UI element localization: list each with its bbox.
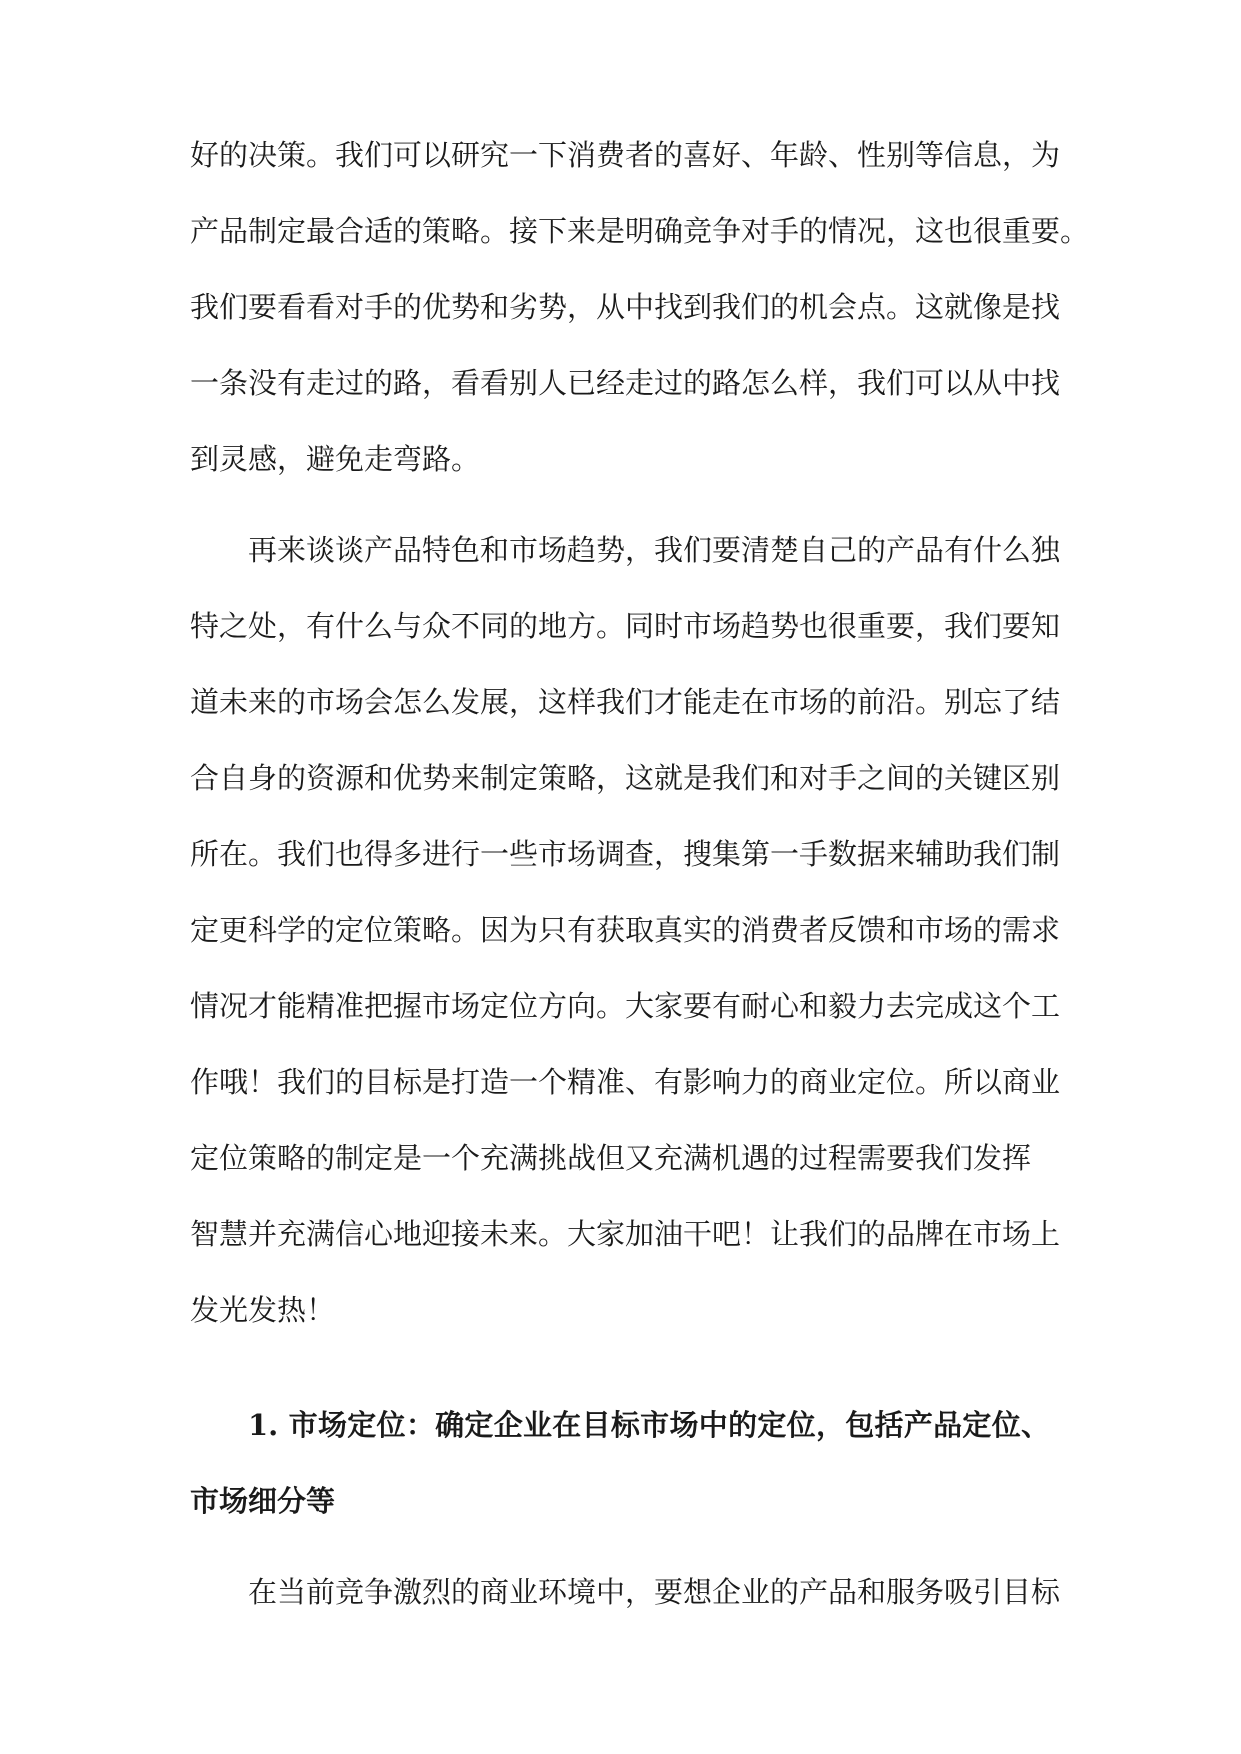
paragraph-2-line-1: 再来谈谈产品特色和市场趋势，我们要清楚自己的产品有什么独 xyxy=(248,533,1061,567)
section-heading-line-2: 市场细分等 xyxy=(190,1484,336,1518)
paragraph-2-line-10: 智慧并充满信心地迎接未来。大家加油干吧！让我们的品牌在市场上 xyxy=(190,1217,1061,1251)
paragraph-1-line-2: 产品制定最合适的策略。接下来是明确竞争对手的情况，这也很重要。 xyxy=(190,214,1090,248)
paragraph-1-line-1: 好的决策。我们可以研究一下消费者的喜好、年龄、性别等信息，为 xyxy=(190,138,1061,172)
paragraph-2-line-6: 定更科学的定位策略。因为只有获取真实的消费者反馈和市场的需求 xyxy=(190,913,1061,947)
paragraph-1-line-5: 到灵感，避免走弯路。 xyxy=(190,442,481,476)
paragraph-1-line-4: 一条没有走过的路，看看别人已经走过的路怎么样，我们可以从中找 xyxy=(190,366,1061,400)
paragraph-1-line-3: 我们要看看对手的优势和劣势，从中找到我们的机会点。这就像是找 xyxy=(190,290,1061,324)
paragraph-2-line-9: 定位策略的制定是一个充满挑战但又充满机遇的过程需要我们发挥 xyxy=(190,1141,1032,1175)
section-heading-line-1: 1. 市场定位：确定企业在目标市场中的定位，包括产品定位、 xyxy=(248,1408,1050,1442)
paragraph-2-line-4: 合自身的资源和优势来制定策略，这就是我们和对手之间的关键区别 xyxy=(190,761,1061,795)
paragraph-2-line-11: 发光发热！ xyxy=(190,1293,336,1327)
paragraph-2-line-8: 作哦！我们的目标是打造一个精准、有影响力的商业定位。所以商业 xyxy=(190,1065,1061,1099)
paragraph-2-line-2: 特之处，有什么与众不同的地方。同时市场趋势也很重要，我们要知 xyxy=(190,609,1061,643)
paragraph-2-line-7: 情况才能精准把握市场定位方向。大家要有耐心和毅力去完成这个工 xyxy=(190,989,1061,1023)
paragraph-2-line-3: 道未来的市场会怎么发展，这样我们才能走在市场的前沿。别忘了结 xyxy=(190,685,1061,719)
paragraph-2-line-5: 所在。我们也得多进行一些市场调查，搜集第一手数据来辅助我们制 xyxy=(190,837,1061,871)
paragraph-3-line-1: 在当前竞争激烈的商业环境中，要想企业的产品和服务吸引目标 xyxy=(248,1575,1061,1609)
